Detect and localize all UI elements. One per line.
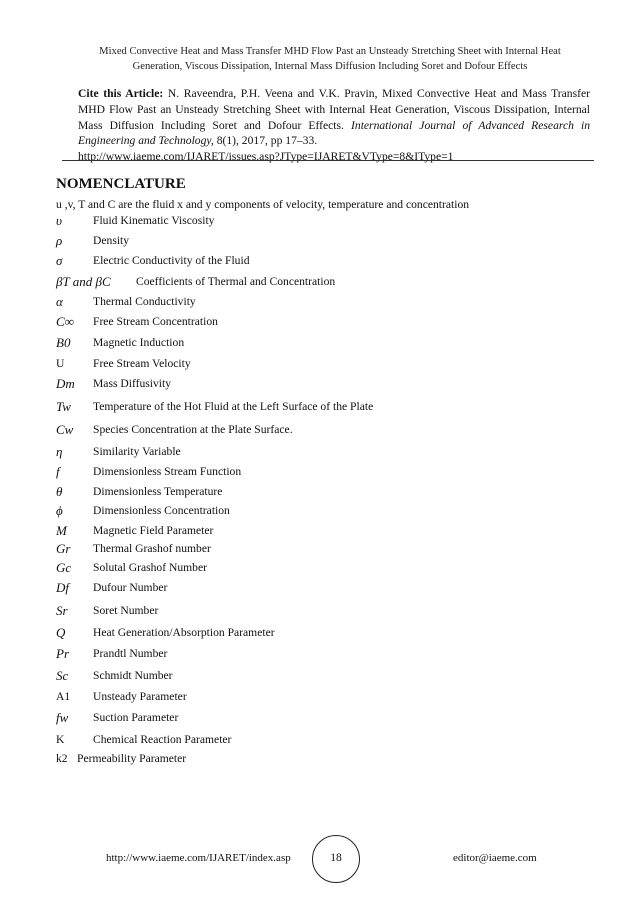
symbol: fw: [56, 710, 69, 725]
symbol: U: [56, 357, 65, 370]
symbol: Gr: [56, 541, 71, 556]
nomenclature-title: NOMENCLATURE: [56, 176, 186, 192]
symbol: βT and βC: [56, 274, 111, 289]
citation-divider: [62, 160, 594, 161]
symbol: M: [56, 523, 67, 538]
symbol: B0: [56, 335, 71, 350]
citation-volume: 8(1), 2017, pp 17–33.: [213, 134, 318, 148]
description: Suction Parameter: [93, 711, 179, 724]
description: Thermal Conductivity: [93, 295, 196, 308]
description: Soret Number: [93, 604, 159, 617]
symbol: Sr: [56, 603, 68, 618]
description: Similarity Variable: [93, 445, 181, 458]
citation-journal: International Journal of Advanced Research in Engineering and Technology,: [78, 118, 590, 148]
description: Thermal Grashof number: [93, 542, 211, 555]
description: Permeability Parameter: [77, 752, 187, 765]
description: Heat Generation/Absorption Parameter: [93, 626, 275, 639]
description: Free Stream Concentration: [93, 315, 218, 328]
description: Density: [93, 234, 130, 247]
page-number-circle: [312, 835, 360, 883]
description: Magnetic Field Parameter: [93, 524, 214, 537]
nomenclature-intro: u ,v, T and C are the fluid x and y components of velocity, temperature and concentration: [56, 198, 470, 211]
symbol: α: [56, 294, 63, 309]
footer-email[interactable]: editor@iaeme.com: [453, 852, 537, 864]
footer-url[interactable]: http://www.iaeme.com/IJARET/index.asp: [106, 852, 291, 864]
symbol: θ: [56, 484, 63, 499]
symbol: Tw: [56, 399, 71, 414]
symbol: Cw: [56, 422, 74, 437]
description: Unsteady Parameter: [93, 690, 187, 703]
symbol: ϕ: [56, 503, 63, 518]
symbol: υ: [56, 213, 62, 228]
citation-text: N. Raveendra, P.H. Veena and V.K. Pravin, Mixed Convective Heat and Mass Transfer MHD Flow Past an Unsteady Stretching Sheet with Internal Heat Generation, Viscous Dissipation, Internal Mass Diffusion Including Soret and Dofour Effects.: [78, 87, 590, 132]
running-header-line2: Generation, Viscous Dissipation, Internal Mass Diffusion Including Soret and Dofour Effects: [132, 61, 528, 72]
description: Solutal Grashof Number: [93, 561, 207, 574]
description: Dimensionless Stream Function: [93, 465, 242, 478]
description: Prandtl Number: [93, 647, 168, 660]
symbol: ρ: [56, 233, 63, 248]
citation-url[interactable]: http://www.iaeme.com/IJARET/issues.asp?JType=IJARET&VType=8&IType=1: [78, 150, 454, 164]
symbol: η: [56, 444, 63, 459]
description: Mass Diffusivity: [93, 377, 172, 390]
description: Dufour Number: [93, 581, 168, 594]
symbol: σ: [56, 253, 63, 268]
description: Magnetic Induction: [93, 336, 185, 349]
description: Temperature of the Hot Fluid at the Left Surface of the Plate: [93, 400, 374, 413]
symbol: A1: [56, 690, 71, 703]
description: Free Stream Velocity: [93, 357, 191, 370]
symbol: K: [56, 733, 65, 746]
description: Species Concentration at the Plate Surface.: [93, 423, 293, 436]
description: Electric Conductivity of the Fluid: [93, 254, 250, 267]
description: Schmidt Number: [93, 669, 173, 682]
description: Fluid Kinematic Viscosity: [93, 214, 215, 227]
symbol: f: [56, 464, 60, 479]
description: Coefficients of Thermal and Concentration: [136, 275, 336, 288]
symbol: k2: [56, 752, 68, 765]
page-number: 18: [330, 851, 342, 864]
symbol: Df: [56, 580, 69, 595]
citation-label: Cite this Article:: [78, 87, 164, 100]
running-header-line1: Mixed Convective Heat and Mass Transfer MHD Flow Past an Unsteady Stretching Sheet with Internal Heat: [99, 46, 561, 57]
symbol: Q: [56, 625, 66, 640]
description: Dimensionless Temperature: [93, 485, 223, 498]
symbol: Pr: [56, 646, 69, 661]
citation-block: [78, 86, 590, 165]
symbol: C∞: [56, 314, 74, 329]
symbol: Dm: [56, 376, 75, 391]
symbol: Gc: [56, 560, 72, 575]
description: Dimensionless Concentration: [93, 504, 230, 517]
symbol: Sc: [56, 668, 69, 683]
description: Chemical Reaction Parameter: [93, 733, 232, 746]
running-header: [62, 44, 598, 74]
